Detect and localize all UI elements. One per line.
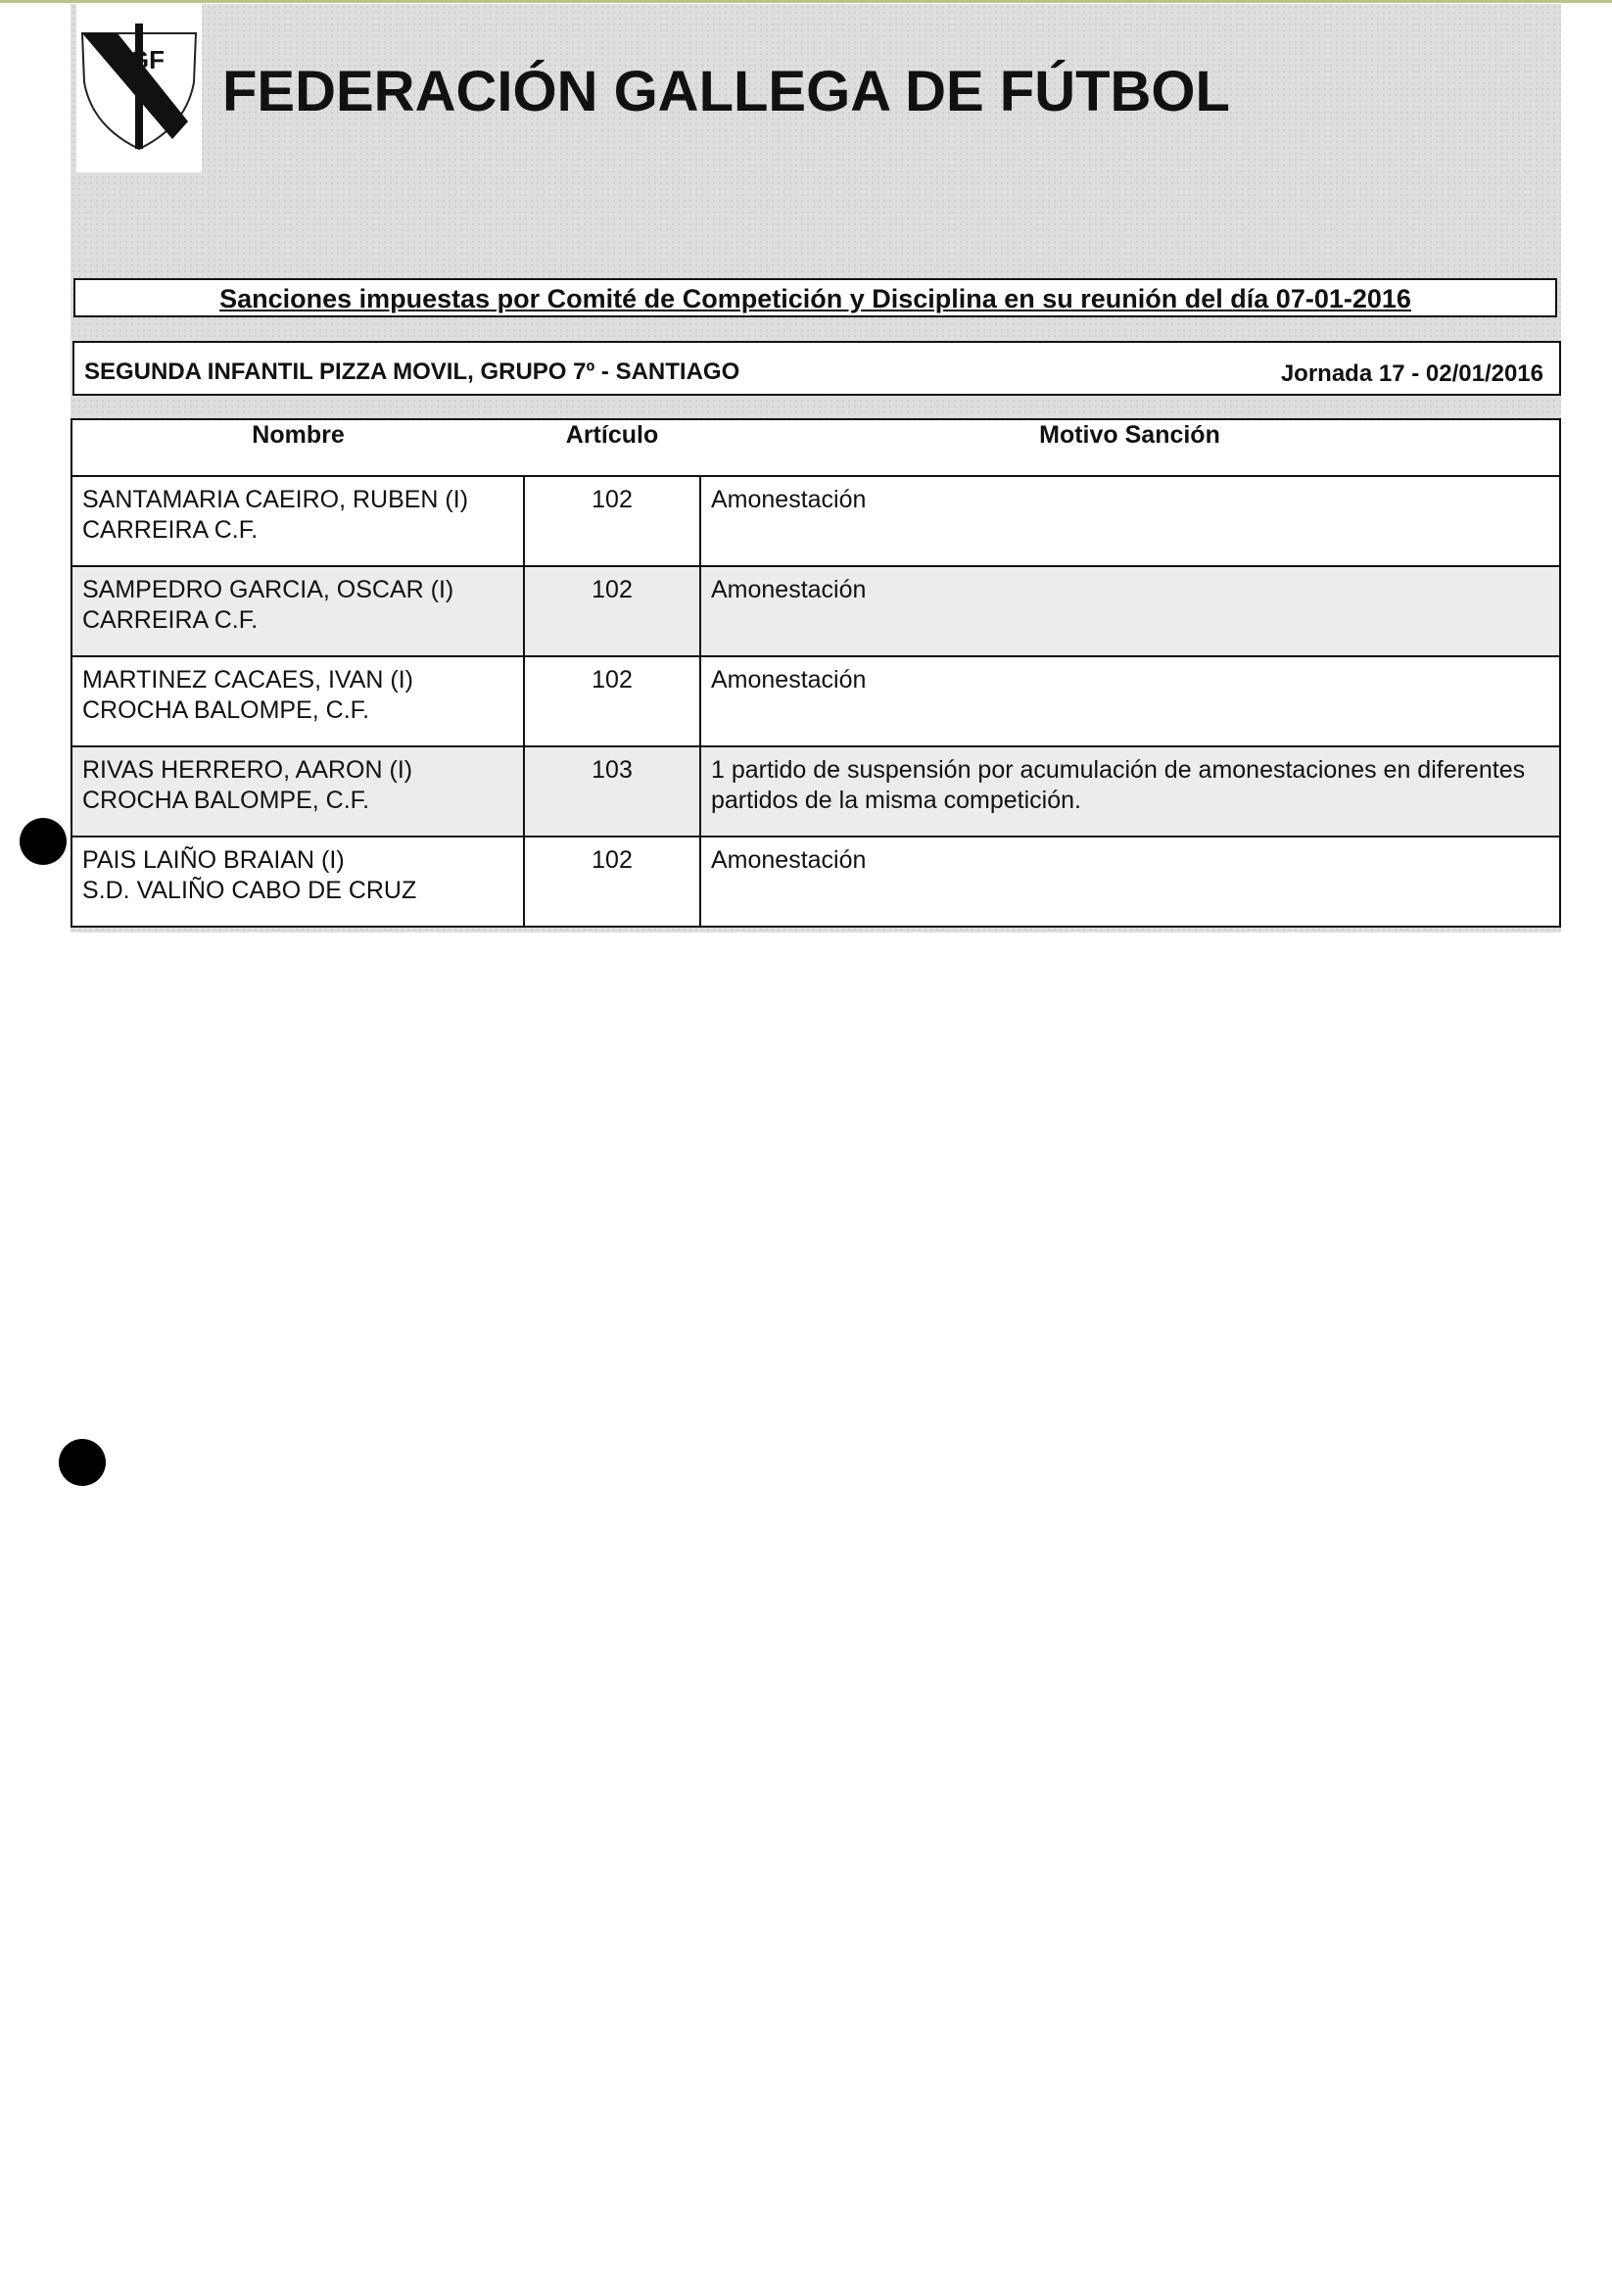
article-cell: 102 xyxy=(524,837,700,927)
reason-cell: Amonestación xyxy=(700,656,1560,746)
federation-logo xyxy=(76,4,202,172)
punch-hole xyxy=(20,818,67,865)
table-row xyxy=(71,656,1560,746)
table-row xyxy=(71,476,1560,566)
sanctions-table xyxy=(71,418,1561,928)
player-name: RIVAS HERRERO, AARON (I) xyxy=(82,756,413,784)
article-cell: 102 xyxy=(524,656,700,746)
header-nombre: Nombre xyxy=(71,419,524,476)
shield-icon xyxy=(78,24,200,151)
scan-edge xyxy=(0,0,1612,3)
player-name: SANTAMARIA CAEIRO, RUBEN (I) xyxy=(82,486,469,513)
header-motivo: Motivo Sanción xyxy=(700,419,1560,476)
player-cell xyxy=(71,566,524,656)
player-name: MARTINEZ CACAES, IVAN (I) xyxy=(82,666,414,694)
article-cell: 102 xyxy=(524,566,700,656)
player-cell xyxy=(71,476,524,566)
club-name: CARREIRA C.F. xyxy=(82,606,259,634)
sanctions-heading xyxy=(73,278,1557,317)
player-name: SAMPEDRO GARCIA, OSCAR (I) xyxy=(82,576,454,603)
player-cell xyxy=(71,837,524,927)
table-header xyxy=(71,419,1560,476)
table-row xyxy=(71,837,1560,927)
table-row xyxy=(71,746,1560,837)
competition-bar xyxy=(72,341,1561,396)
player-cell xyxy=(71,746,524,837)
player-cell xyxy=(71,656,524,746)
sanctions-heading-text: Sanciones impuestas por Comité de Competición y Disciplina en su reunión del día 07-01-2016 xyxy=(219,284,1411,313)
competition-name: SEGUNDA INFANTIL PIZZA MOVIL, GRUPO 7º - SANTIAGO xyxy=(84,359,740,385)
header-articulo: Artículo xyxy=(524,419,700,476)
article-cell: 102 xyxy=(524,476,700,566)
table-row xyxy=(71,566,1560,656)
article-cell: 103 xyxy=(524,746,700,837)
club-name: CROCHA BALOMPE, C.F. xyxy=(82,787,370,814)
svg-text:FGF: FGF xyxy=(114,45,165,74)
reason-cell: Amonestación xyxy=(700,566,1560,656)
club-name: CARREIRA C.F. xyxy=(82,516,259,544)
round-date: Jornada 17 - 02/01/2016 xyxy=(1280,360,1543,387)
reason-cell: 1 partido de suspensión por acumulación de amonestaciones en diferentes partidos de la misma competición. xyxy=(700,746,1560,837)
club-name: S.D. VALIÑO CABO DE CRUZ xyxy=(82,877,417,904)
punch-hole xyxy=(59,1439,106,1486)
reason-cell: Amonestación xyxy=(700,476,1560,566)
player-name: PAIS LAIÑO BRAIAN (I) xyxy=(82,846,345,874)
club-name: CROCHA BALOMPE, C.F. xyxy=(82,696,370,724)
reason-cell: Amonestación xyxy=(700,837,1560,927)
page-title: FEDERACIÓN GALLEGA DE FÚTBOL xyxy=(222,60,1230,123)
